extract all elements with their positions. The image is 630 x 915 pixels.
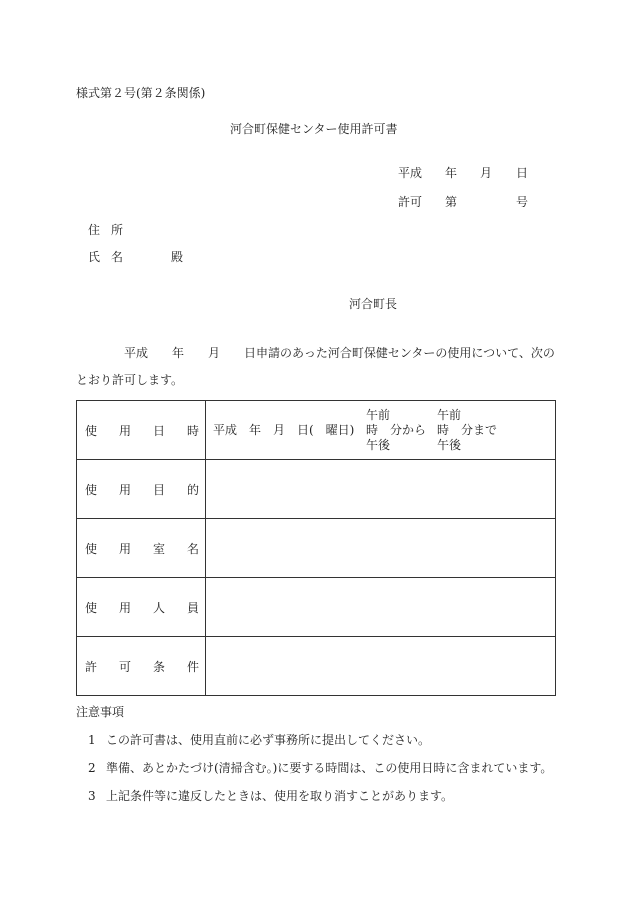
form-number: 様式第２号(第２条関係) [76, 86, 206, 100]
start-time: 時 分から [366, 423, 427, 437]
attendees-value [206, 578, 556, 637]
permit-prefix: 第 [445, 195, 458, 209]
datetime-prefix: 平成 年 月 日( 曜日) [213, 423, 355, 437]
note-number: 1 [88, 733, 96, 747]
room-name-label: 使 用 室 名 [77, 519, 206, 578]
date-day: 日 [516, 166, 529, 180]
body-text-line2: とおり許可します。 [76, 373, 184, 387]
honorific: 殿 [171, 250, 184, 264]
end-am: 午前 [437, 408, 462, 422]
note-number: 3 [88, 789, 96, 803]
permit-suffix: 号 [516, 195, 529, 209]
usage-purpose-value [206, 460, 556, 519]
issuer: 河合町長 [349, 297, 398, 311]
date-era: 平成 [398, 166, 423, 180]
notes-heading: 注意事項 [76, 705, 125, 719]
start-am: 午前 [366, 408, 391, 422]
usage-purpose-label: 使 用 目 的 [77, 460, 206, 519]
permit-label: 許可 [398, 195, 423, 209]
table-row [77, 637, 556, 696]
usage-datetime-label: 使 用 日 時 [77, 401, 206, 460]
note-text: 上記条件等に違反したときは、使用を取り消すことがあります。 [106, 789, 454, 803]
table-row [77, 519, 556, 578]
usage-datetime-value [206, 401, 556, 460]
conditions-value [206, 637, 556, 696]
body-year: 年 [172, 346, 185, 360]
start-pm: 午後 [366, 438, 391, 452]
table-row [77, 460, 556, 519]
body-era: 平成 [124, 346, 149, 360]
room-name-value [206, 519, 556, 578]
note-text: この許可書は、使用直前に必ず事務所に提出してください。 [106, 733, 431, 747]
permit-table [76, 400, 556, 696]
name-label-char2: 名 [111, 250, 124, 264]
end-time: 時 分まで [437, 423, 498, 437]
address-label-char1: 住 [88, 223, 101, 237]
attendees-label: 使 用 人 員 [77, 578, 206, 637]
document-title: 河合町保健センター使用許可書 [230, 122, 398, 136]
name-label-char1: 氏 [88, 250, 101, 264]
date-year: 年 [445, 166, 458, 180]
address-label-char2: 所 [111, 223, 124, 237]
conditions-label: 許 可 条 件 [77, 637, 206, 696]
table-row [77, 578, 556, 637]
date-month: 月 [480, 166, 493, 180]
table-row [77, 401, 556, 460]
end-pm: 午後 [437, 438, 462, 452]
note-text: 準備、あとかたづけ(清掃含む。)に要する時間は、この使用日時に含まれています。 [106, 761, 553, 775]
body-month: 月 [208, 346, 221, 360]
body-text-line1: 日申請のあった河合町保健センターの使用について、次の [244, 346, 555, 360]
note-number: 2 [88, 761, 96, 775]
